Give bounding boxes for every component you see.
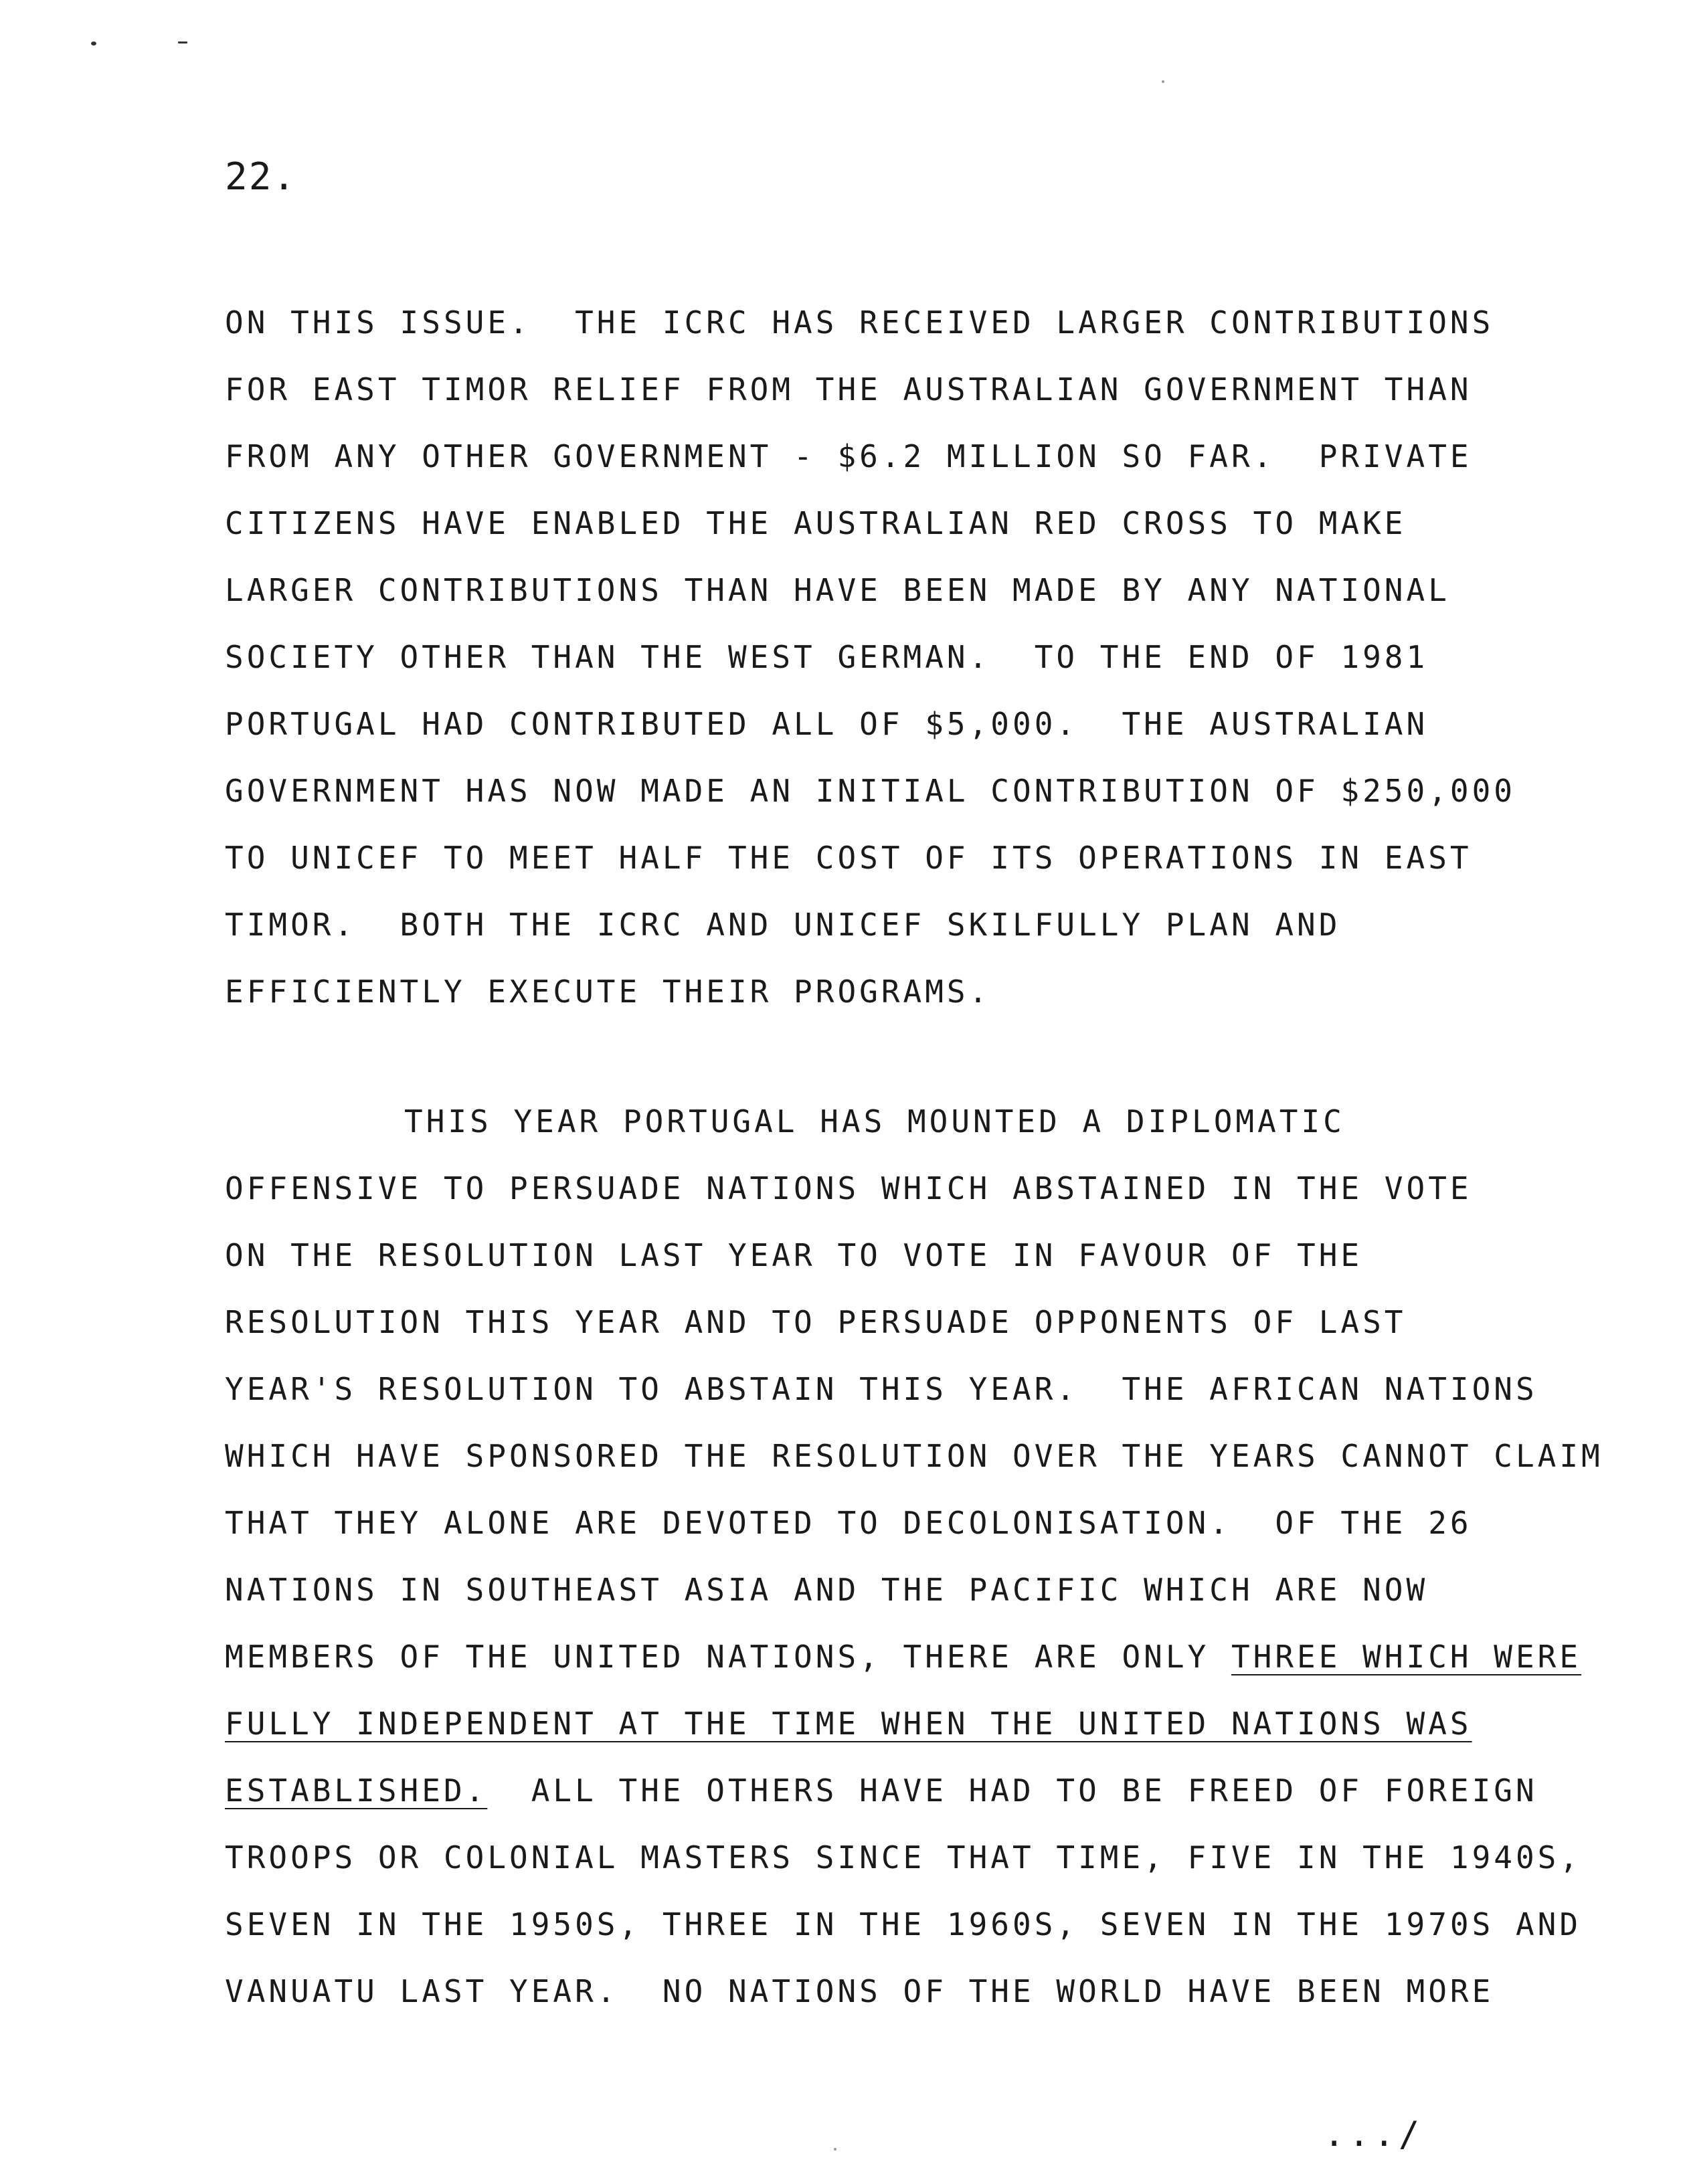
text-line: SOCIETY OTHER THAN THE WEST GERMAN. TO THE END OF 1981 (225, 639, 1429, 675)
paragraph-2 (225, 1088, 1603, 2025)
text-line: TIMOR. BOTH THE ICRC AND UNICEF SKILFULLY PLAN AND (225, 907, 1341, 943)
text-line: SEVEN IN THE 1950S, THREE IN THE 1960S, SEVEN IN THE 1970S AND (225, 1906, 1582, 1942)
text-line: FROM ANY OTHER GOVERNMENT - $6.2 MILLION SO FAR. PRIVATE (225, 438, 1472, 474)
underlined-text: ESTABLISHED. (225, 1772, 488, 1809)
text-line: RESOLUTION THIS YEAR AND TO PERSUADE OPPONENTS OF LAST (225, 1304, 1407, 1340)
text-line: NATIONS IN SOUTHEAST ASIA AND THE PACIFIC WHICH ARE NOW (225, 1572, 1429, 1608)
text-line: YEAR'S RESOLUTION TO ABSTAIN THIS YEAR. THE AFRICAN NATIONS (225, 1371, 1538, 1407)
text-line (225, 1690, 1603, 1757)
text-line: THIS YEAR PORTUGAL HAS MOUNTED A DIPLOMATIC (404, 1103, 1345, 1140)
text-segment: ALL THE OTHERS HAVE HAD TO BE FREED OF FOREIGN (487, 1772, 1538, 1809)
text-line: EFFICIENTLY EXECUTE THEIR PROGRAMS. (225, 974, 991, 1010)
text-line: FOR EAST TIMOR RELIEF FROM THE AUSTRALIAN GOVERNMENT THAN (225, 371, 1472, 407)
text-line (225, 1623, 1603, 1690)
continuation-mark: .../ (1324, 2114, 1424, 2155)
text-line: CITIZENS HAVE ENABLED THE AUSTRALIAN RED CROSS TO MAKE (225, 505, 1407, 541)
text-segment: MEMBERS OF THE UNITED NATIONS, THERE ARE ONLY (225, 1639, 1231, 1675)
text-line: GOVERNMENT HAS NOW MADE AN INITIAL CONTRIBUTION OF $250,000 (225, 773, 1516, 809)
text-line: WHICH HAVE SPONSORED THE RESOLUTION OVER THE YEARS CANNOT CLAIM (225, 1438, 1603, 1474)
text-line: OFFENSIVE TO PERSUADE NATIONS WHICH ABSTAINED IN THE VOTE (225, 1170, 1472, 1206)
text-line (225, 1757, 1603, 1824)
scan-speck (91, 41, 96, 46)
text-line: PORTUGAL HAD CONTRIBUTED ALL OF $5,000. THE AUSTRALIAN (225, 706, 1429, 742)
text-line: TROOPS OR COLONIAL MASTERS SINCE THAT TIME, FIVE IN THE 1940S, (225, 1839, 1582, 1876)
text-line: ON THE RESOLUTION LAST YEAR TO VOTE IN FAVOUR OF THE (225, 1237, 1363, 1273)
scan-speck (834, 2148, 836, 2151)
scan-speck (178, 41, 187, 43)
page-number: 22. (225, 155, 297, 199)
underlined-text: THREE WHICH WERE (1231, 1639, 1582, 1675)
text-line: THAT THEY ALONE ARE DEVOTED TO DECOLONISATION. OF THE 26 (225, 1505, 1472, 1541)
text-line: ON THIS ISSUE. THE ICRC HAS RECEIVED LARGER CONTRIBUTIONS (225, 304, 1494, 341)
scan-speck (1162, 80, 1164, 83)
underlined-text: FULLY INDEPENDENT AT THE TIME WHEN THE UNITED NATIONS WAS (225, 1706, 1472, 1742)
text-line: TO UNICEF TO MEET HALF THE COST OF ITS OPERATIONS IN EAST (225, 840, 1472, 876)
text-line: VANUATU LAST YEAR. NO NATIONS OF THE WORLD HAVE BEEN MORE (225, 1973, 1494, 2009)
paragraph-1 (225, 289, 1516, 1025)
text-line: LARGER CONTRIBUTIONS THAN HAVE BEEN MADE BY ANY NATIONAL (225, 572, 1450, 608)
